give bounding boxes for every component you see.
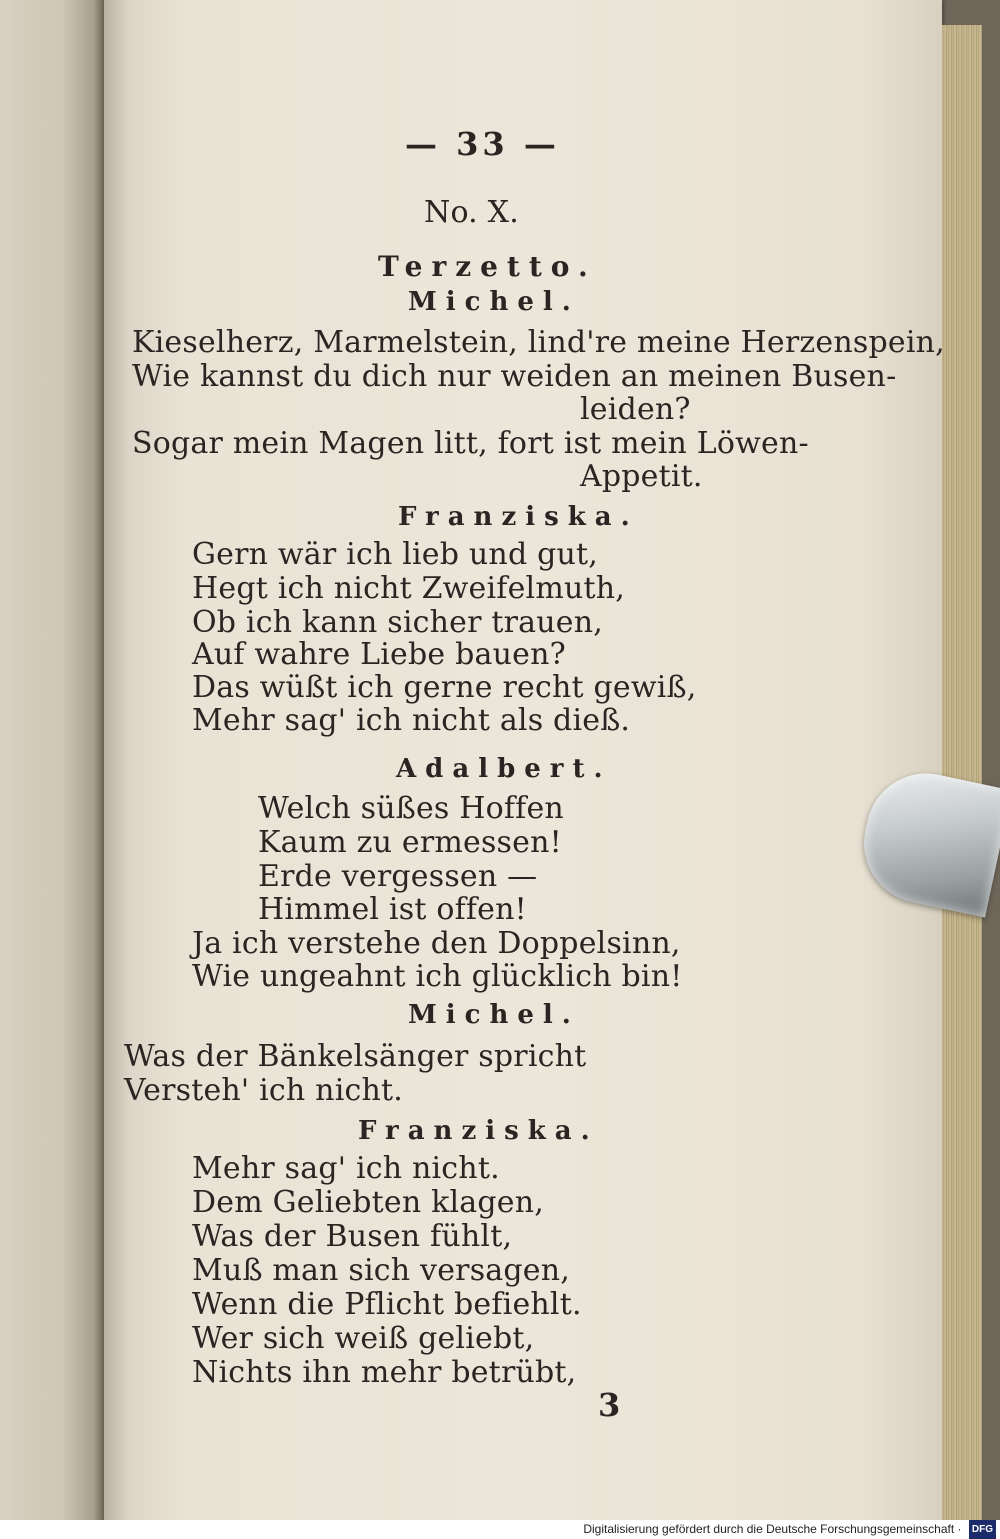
verse-line: Muß man sich versagen, (192, 1253, 570, 1288)
verse-line: Appetit. (580, 459, 703, 494)
verse-line: Versteh' ich nicht. (124, 1073, 404, 1108)
speaker-name: Michel. (408, 287, 580, 317)
verse-line: Sogar mein Magen litt, fort ist mein Löwen- (132, 426, 809, 461)
verse-line: Wie kannst du dich nur weiden an meinen Busen- (132, 359, 897, 394)
verse-line: Das wüßt ich gerne recht gewiß, (192, 670, 697, 705)
speaker-name: Franziska. (398, 502, 639, 532)
verse-line: Kaum zu ermessen! (258, 825, 562, 860)
piece-genre: Terzetto. (378, 250, 597, 283)
verse-line: Was der Busen fühlt, (192, 1219, 513, 1254)
verse-line: leiden? (580, 392, 691, 427)
page-number: — 33 — (405, 125, 560, 163)
speaker-name: Adalbert. (396, 754, 612, 784)
dfg-logo: DFG (969, 1520, 996, 1539)
verse-line: Was der Bänkelsänger spricht (124, 1039, 587, 1074)
verse-line: Erde vergessen — (258, 859, 538, 894)
verse-line: Hegt ich nicht Zweifelmuth, (192, 571, 626, 606)
verse-line: Kieselherz, Marmelstein, lind're meine Herzenspein, (132, 325, 945, 360)
footer-bar: Digitalisierung gefördert durch die Deutsche Forschungsgemeinschaft · DFG (0, 1520, 1000, 1539)
verse-line: Nichts ihn mehr betrübt, (192, 1355, 577, 1390)
verse-line: Wenn die Pflicht befiehlt. (192, 1287, 582, 1322)
verse-line: Mehr sag' ich nicht. (192, 1151, 500, 1186)
verse-line: Ja ich verstehe den Doppelsinn, (192, 926, 681, 961)
speaker-name: Franziska. (358, 1116, 599, 1146)
verse-line: Welch süßes Hoffen (258, 791, 564, 826)
verse-line: Mehr sag' ich nicht als dieß. (192, 703, 631, 738)
verse-line: Dem Geliebten klagen, (192, 1185, 544, 1220)
verse-line: Wie ungeahnt ich glücklich bin! (192, 959, 683, 994)
verse-line: Auf wahre Liebe bauen? (192, 637, 566, 672)
verse-line: Wer sich weiß geliebt, (192, 1321, 535, 1356)
verse-line: Ob ich kann sicher trauen, (192, 605, 603, 640)
verse-line: Himmel ist offen! (258, 892, 527, 927)
signature-mark: 3 (598, 1386, 621, 1424)
verse-line: Gern wär ich lieb und gut, (192, 537, 598, 572)
footer-credit: Digitalisierung gefördert durch die Deutsche Forschungsgemeinschaft (583, 1522, 955, 1536)
speaker-name: Michel. (408, 1000, 580, 1030)
piece-number: No. X. (424, 195, 519, 230)
